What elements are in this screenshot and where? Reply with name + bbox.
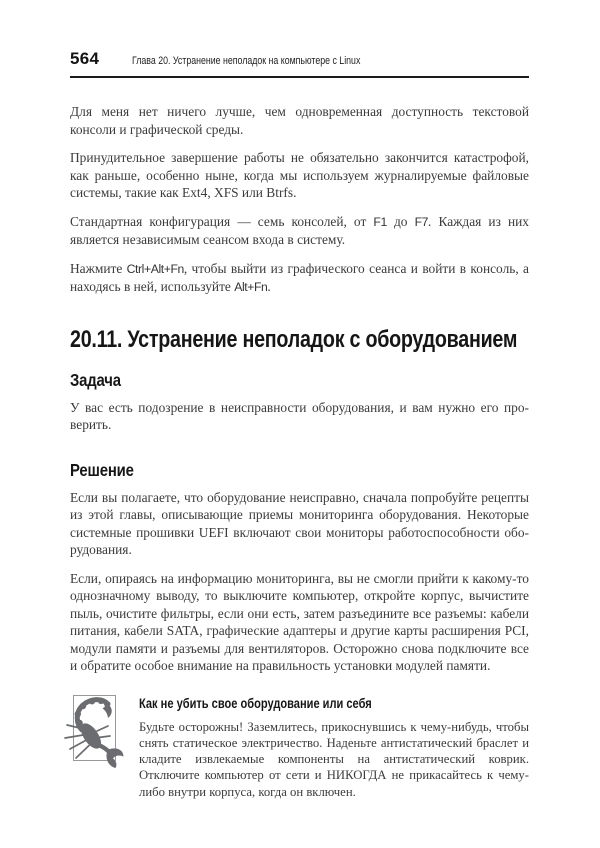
text-run: до xyxy=(386,213,415,229)
section-title: 20.11. Устранение неполадок с оборудованием xyxy=(70,325,518,353)
text-run: . Каждая из них является независимым сеансом входа в систему. xyxy=(70,213,529,247)
solution-heading: Решение xyxy=(70,459,134,480)
page-number: 564 xyxy=(70,49,100,68)
warning-text-column xyxy=(139,695,529,800)
text-run: , чтобы выйти из графического сеанса и войти в консоль, а находясь в ней, используйте xyxy=(70,260,529,294)
warning-note xyxy=(70,695,529,800)
task-body: У вас есть подозрение в неисправности оборудования, и вам нужно его проверить. xyxy=(70,399,529,432)
paragraph-forced-shutdown: Принудительное завершение работы не обязательно закончится катастрофой, как раньше, особенно ныне, когда мы используем журналируемые файловые системы, такие как Ext4, XFS или Btrfs. xyxy=(70,150,529,200)
solution-paragraph-1: Если вы полагаете, что оборудование неисправно, сначала попробуйте рецепты из этой главы, описывающие приемы мониторинга оборудования. Некоторые системные прошивки UEFI включают свои мониторы работоспособности оборудования. xyxy=(70,489,529,557)
paragraph-console-availability: Для меня нет ничего лучше, чем одновременная доступность текстовой консоли и графической среды. xyxy=(70,104,529,137)
paragraph-standard-config xyxy=(70,213,529,249)
key-label-f7: F7 xyxy=(414,214,428,229)
task-heading: Задача xyxy=(70,369,121,390)
key-label-ctrl-alt-fn: Ctrl+Alt+Fn xyxy=(126,261,184,276)
warning-title: Как не убить свое оборудование или себя xyxy=(139,695,372,711)
solution-paragraph-2: Если, опираясь на информацию мониторинга, вы не смогли прийти к какому-то однозначному выводу, то выключите компьютер, откройте корпус, вычистите пыль, очистите фильтры, если они есть, затем разъедините все разъемы: кабели питания, кабели SATA, графические адаптеры и другие карты расширения PCI, модули памяти и разъемы для вентиляторов. Осторожно снова подключите все и обратите особое внимание на правильность установки модулей памяти. xyxy=(70,570,529,673)
scorpion-icon xyxy=(73,695,116,761)
running-head-title: Глава 20. Устранение неполадок на компьютере с Linux xyxy=(132,55,361,67)
text-run: . xyxy=(267,279,271,294)
warning-body: Будьте осторожны! Заземлитесь, прикоснувшись к чему-нибудь, чтобы снять статическое электричество. Наденьте антистатический браслет и кладите извлекаемые компоненты на антистатический коврик. Отключите компьютер от сети и НИКОГДА не прикасайтесь к чему-либо внутри корпуса, когда он включен. xyxy=(139,719,529,799)
text-run: Нажмите xyxy=(70,260,127,276)
text-run: Стандартная конфигурация — семь консолей, от xyxy=(70,213,374,229)
key-label-alt-fn: Alt+Fn xyxy=(234,280,268,294)
page-content xyxy=(70,103,529,800)
key-label-f1: F1 xyxy=(373,214,387,229)
running-header xyxy=(70,49,529,78)
paragraph-key-shortcuts xyxy=(70,260,529,297)
